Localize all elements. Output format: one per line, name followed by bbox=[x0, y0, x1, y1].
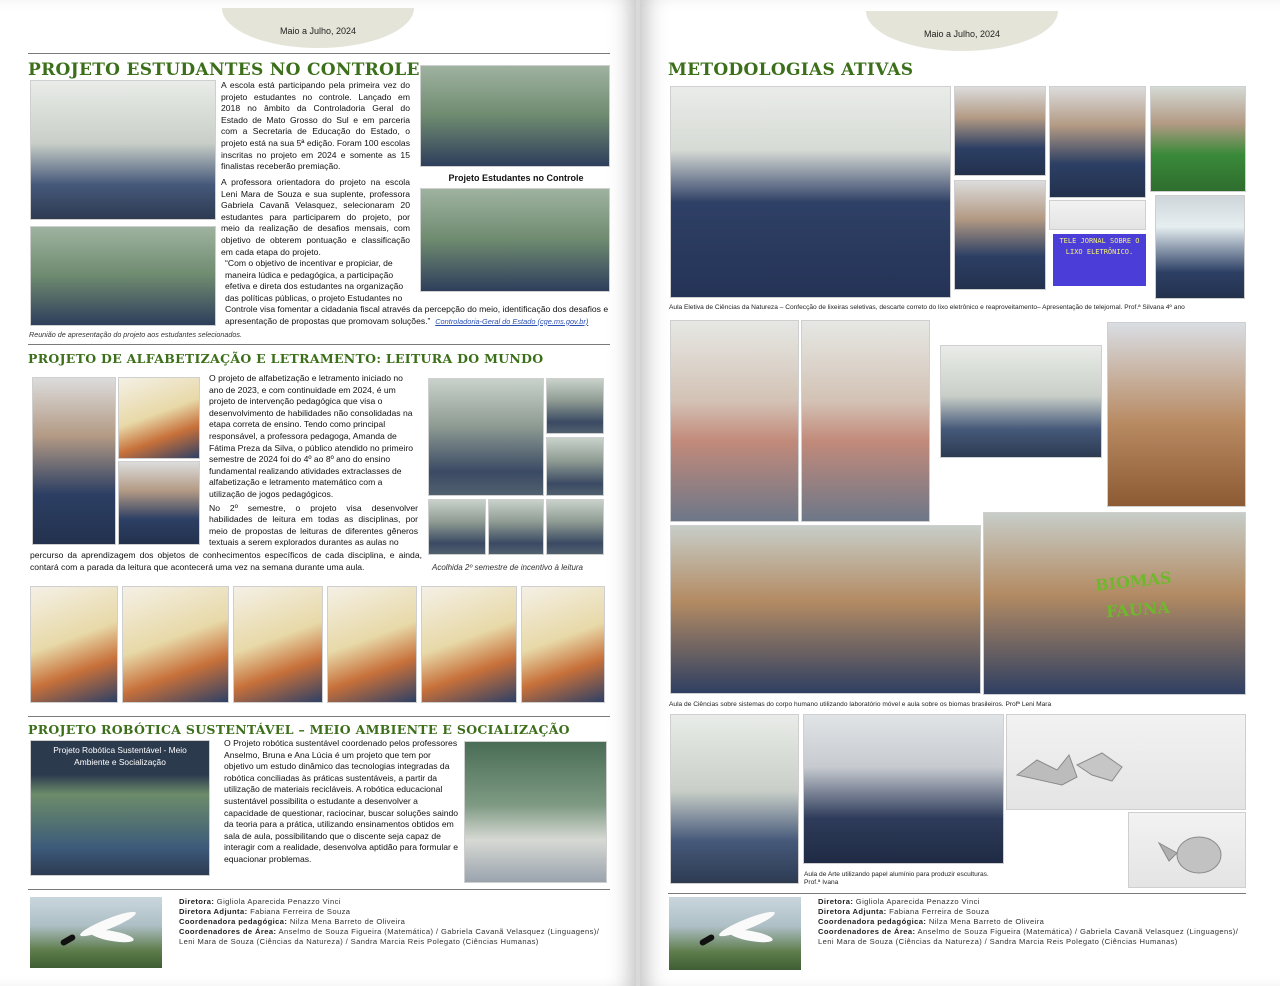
photo-boy-portrait bbox=[954, 180, 1046, 290]
header-date: Maio a Julho, 2024 bbox=[279, 26, 357, 36]
photo-hall-line bbox=[428, 378, 544, 496]
caption-lixeiras: Aula Eletiva de Ciências da Natureza – Confecção de lixeiras seletivas, descarte correto do lixo eletrônico e reaproveitamento– Apresentação de telejornal. Prof.ª Silvana 4º ano bbox=[669, 304, 1185, 311]
photo-classroom-presentation bbox=[30, 80, 216, 220]
photo-computer-girl bbox=[803, 714, 1004, 864]
photo-biome-box bbox=[1107, 322, 1246, 507]
tele-jornal-screen: TELE JORNAL SOBRE O LIXO ELETRÔNICO. bbox=[1053, 234, 1146, 286]
estudantes-text-p1: A escola está participando pela primeira vez do projeto estudantes no controle. Lançado em 2018 no âmbito da Controladoria Geral do Estado de Mato Grosso do Sul e em parceria com a Secretaria de Educação do Estado, o projeto está na sua 5ª edição. Foram 100 escolas inscritas no projeto em 2024 e somente as 15 finalistas receberão premiação. bbox=[221, 80, 411, 172]
photo-group-banner bbox=[420, 65, 610, 167]
footer-rule bbox=[28, 889, 610, 890]
area-coordinators-2: Leni Mara de Souza (Ciências da Natureza) / Sandra Marcia Reis Polegato (Ciências Humanas) bbox=[179, 937, 539, 946]
alfabetizacao-text-p2a: No 2º semestre, o projeto visa desenvolver habilidades de leitura em todas as disciplinas, por meio de propostas de leituras de diferentes gêneros textuais a serem explorados durantes as aulas no bbox=[209, 503, 418, 548]
area-coordinators-1-right: Anselmo de Souza Figueira (Matemática) / Gabriela Cavanã Velasquez (Linguagens)/ bbox=[917, 927, 1239, 936]
header-date-right: Maio a Julho, 2024 bbox=[923, 29, 1001, 39]
estudantes-text-p2: A professora orientadora do projeto na escola Leni Mara de Souza e sua suplente, professora Gabriela Cavanã Velasquez, selecionaram 20 estudantes para participarem do projeto, por meio da realização de desafios mensais, com objetivo de obterem pontuação e classificação em cada etapa do projeto. bbox=[221, 177, 410, 257]
caption-ciencias: Aula de Ciências sobre sistemas do corpo humano utilizando laboratório móvel e aula sobre os biomas brasileiros. Profª Leni Mara bbox=[669, 701, 1052, 708]
estudantes-caption: Reunião de apresentação do projeto aos estudantes selecionados. bbox=[29, 330, 242, 339]
photo-lab-class bbox=[940, 345, 1102, 458]
footer-rule-right bbox=[668, 893, 1246, 894]
photo-students-desk bbox=[670, 525, 981, 694]
photo-can-1 bbox=[954, 86, 1046, 176]
photo-cans bbox=[1049, 200, 1146, 230]
photo-group-2 bbox=[420, 188, 610, 292]
photo-reading-2 bbox=[122, 586, 229, 703]
section-title-metodologias: METODOLOGIAS ATIVAS bbox=[668, 60, 914, 80]
photo-foil-sculptures-2 bbox=[1128, 812, 1246, 888]
photo-foil-class bbox=[670, 714, 799, 884]
photo-girl-can bbox=[1049, 86, 1146, 198]
robotica-text: O Projeto robótica sustentável coordenado pelos professores Anselmo, Bruna e Ana Lúcia é um projeto que tem por objetivo um estudo dinâmico das tecnologias integradas da robótica conciliadas às práticas sustentáveis, a partir da utilização de materiais recicláveis. A robótica educacional sustentável possibilita o estudante a desenvolver a capacidade de questionar, raciocinar, buscar soluções saindo da teoria para a prática, utilizando ensinamentos obtidos em sala de aula, possibilitando que o discente seja capaz de interagir com a realidade, desenvolva aptidão para formular e equacionar problemas. bbox=[224, 738, 459, 864]
photo-teacher-anatomy bbox=[670, 320, 799, 522]
section-rule-2 bbox=[28, 716, 610, 717]
header-rule bbox=[28, 53, 610, 54]
area-coordinators-1: Anselmo de Souza Figueira (Matemática) / Gabriela Cavanã Velasquez (Linguagens)/ bbox=[278, 927, 600, 936]
deputy-director-name-right: Fabiana Ferreira de Souza bbox=[889, 907, 990, 916]
estudantes-quote-a: “Com o objetivo de incentivar e propiciar, de maneira lúdica e pedagógica, a participação efetiva e direta dos estudantes na organização das políticas públicas, o projeto Estudantes no bbox=[225, 258, 404, 303]
photo-boy-green bbox=[1150, 86, 1246, 192]
photo-boy-writing bbox=[32, 377, 116, 545]
photo-projector-girl bbox=[1155, 195, 1245, 299]
photo-anatomy-model bbox=[801, 320, 930, 522]
left-page bbox=[0, 0, 636, 986]
photo-hall-4 bbox=[428, 499, 486, 555]
logo-bird-photo bbox=[30, 897, 162, 968]
photo-hall-2 bbox=[546, 378, 604, 434]
section-title-robotica: PROJETO ROBÓTICA SUSTENTÁVEL – MEIO AMBIENTE E SOCIALIZAÇÃO bbox=[28, 722, 570, 737]
caption-arte: Aula de Arte utilizando papel alumínio para produzir esculturas. Prof.ª Ivana bbox=[804, 871, 989, 886]
logo-bird-photo-right bbox=[669, 897, 801, 970]
photo-reading-5 bbox=[421, 586, 517, 703]
photo-hall-5 bbox=[488, 499, 544, 555]
photo-hall-3 bbox=[546, 437, 604, 496]
photo-reading-1 bbox=[30, 586, 118, 703]
photo-students-seated bbox=[30, 226, 216, 326]
photo-reading-6 bbox=[521, 586, 605, 703]
director-name: Gigliola Aparecida Penazzo Vinci bbox=[216, 897, 341, 906]
foil-sculpture-drawing-2 bbox=[1129, 813, 1246, 888]
photo-robotica-desks bbox=[464, 741, 607, 883]
photo-reading-3 bbox=[233, 586, 323, 703]
section-title-estudantes: PROJETO ESTUDANTES NO CONTROLE bbox=[28, 60, 420, 80]
photo-hall-6 bbox=[546, 499, 604, 555]
cge-link[interactable]: Controladoria-Geral do Estado (cge.ms.gov.br) bbox=[435, 316, 589, 326]
right-page bbox=[640, 0, 1280, 986]
robotica-banner: Projeto Robótica Sustentável - Meio Ambiente e Socialização bbox=[53, 745, 187, 767]
area-coordinators-2-right: Leni Mara de Souza (Ciências da Natureza) / Sandra Marcia Reis Polegato (Ciências Humanas) bbox=[818, 937, 1178, 946]
photo-notebook bbox=[118, 377, 200, 459]
photo-girl-hat bbox=[118, 461, 200, 545]
section-rule-1 bbox=[28, 344, 610, 345]
alfabetizacao-caption: Acolhida 2º semestre de incentivo à leitura bbox=[432, 563, 584, 572]
director-name-right: Gigliola Aparecida Penazzo Vinci bbox=[855, 897, 980, 906]
coordinator-name-right: Nilza Mena Barreto de Oliveira bbox=[928, 917, 1045, 926]
photo-reading-4 bbox=[327, 586, 417, 703]
foil-sculpture-drawing bbox=[1007, 715, 1246, 810]
photo-banner-label: Projeto Estudantes no Controle bbox=[430, 170, 602, 186]
header-tab bbox=[222, 8, 414, 48]
staff-list-left: Diretora: Gigliola Aparecida Penazzo Vinci Diretora Adjunta: Fabiana Ferreira de Souza Coordenadora pedagógica: Nilza Mena Barreto de Oliveira Coordenadores de Área: Anselmo de Souza Figueira (Matemática) / Gabriela Cavanã Velasquez (Linguagens)/ Leni Mara de Souza (Ciências da Natureza) / Sandra Marcia Reis Polegato (Ciências Humanas) bbox=[179, 897, 609, 947]
alfabetizacao-text-p2b: percurso da aprendizagem dos objetos de conhecimentos específicos de cada disciplina, e ainda, contará com a parada da leitura que acontecerá uma vez na semana durante uma aula. bbox=[30, 550, 422, 572]
estudantes-quote: Controle visa fomentar a cidadania fiscal através da percepção do meio, identificação dos desafios e apresentação de propostas que promovam soluções.” Controladoria-Geral do Estado (cge.ms.gov.br) bbox=[225, 304, 609, 326]
header-tab-right bbox=[866, 11, 1058, 51]
poster-title: BIOMAS bbox=[1094, 568, 1173, 595]
photo-class-group bbox=[670, 86, 951, 298]
staff-list-right: Diretora: Gigliola Aparecida Penazzo Vinci Diretora Adjunta: Fabiana Ferreira de Souza Coordenadora pedagógica: Nilza Mena Barreto de Oliveira Coordenadores de Área: Anselmo de Souza Figueira (Matemática) / Gabriela Cavanã Velasquez (Linguagens)/ Leni Mara de Souza (Ciências da Natureza) / Sandra Marcia Reis Polegato (Ciências Humanas) bbox=[818, 897, 1248, 947]
photo-foil-sculptures-1 bbox=[1006, 714, 1246, 810]
alfabetizacao-text-p1: O projeto de alfabetização e letramento iniciado no ano de 2023, e com continuidade em 2024, é um projeto de intervenção pedagógica que visa o desenvolvimento de habilidades não consolidadas na etapa correta de ensino. Tendo como principal responsável, a professora pedagoga, Amanda de Fátima Preza da Silva, o público atendido no primeiro semestre de 2024 foi do 4º ao 8º ano do ensino fundamental realizando atividades extraclasses de alfabetização e letramento matemático com a utilização de jogos pedagógicos. bbox=[209, 373, 413, 499]
section-title-alfabetizacao: PROJETO DE ALFABETIZAÇÃO E LETRAMENTO: LEITURA DO MUNDO bbox=[28, 351, 544, 366]
deputy-director-name: Fabiana Ferreira de Souza bbox=[250, 907, 351, 916]
coordinator-name: Nilza Mena Barreto de Oliveira bbox=[289, 917, 406, 926]
poster-subtitle: FAUNA bbox=[1105, 597, 1171, 622]
